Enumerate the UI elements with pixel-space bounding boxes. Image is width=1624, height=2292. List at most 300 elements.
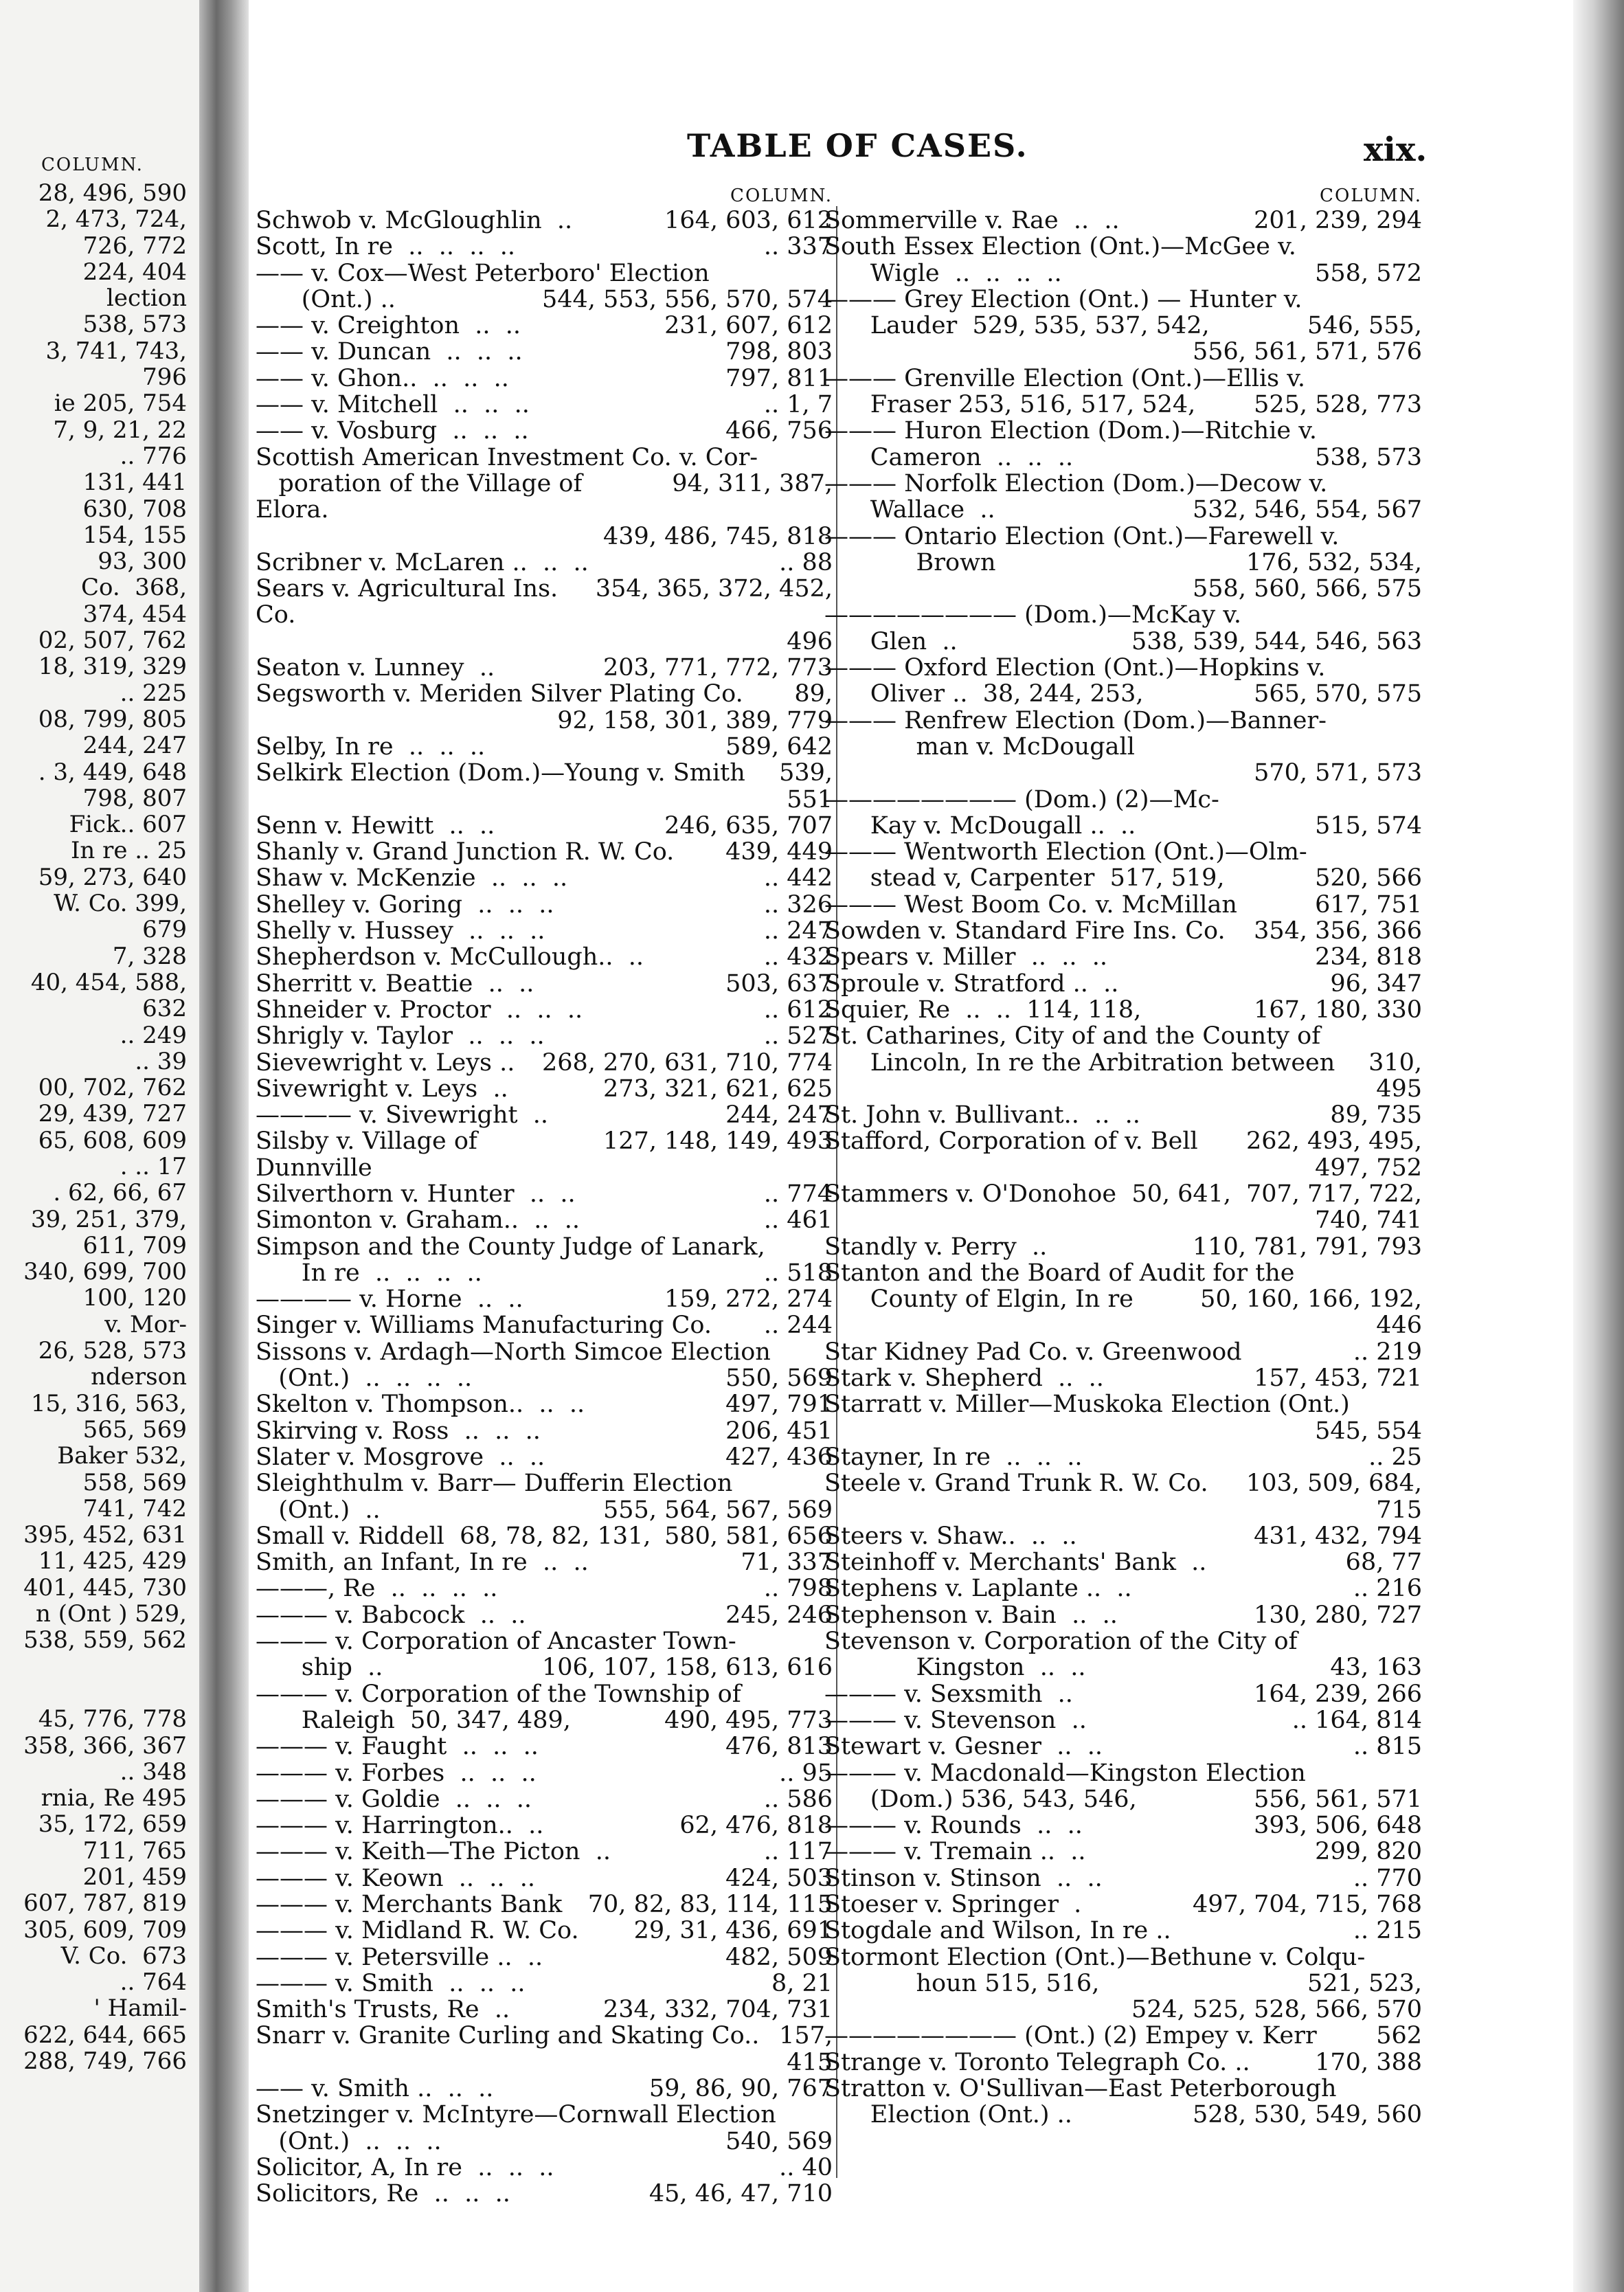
case-entry <box>824 629 1422 655</box>
case-pages: 159, 272, 274 <box>664 1285 833 1314</box>
case-entry <box>256 944 833 970</box>
prev-page-line: 611, 709 <box>82 1231 187 1259</box>
case-name: ——— v. Faught .. .. .. <box>256 1733 539 1761</box>
prev-page-line: 02, 507, 762 <box>38 627 187 655</box>
case-name: ———— v. Horne .. .. <box>256 1285 523 1314</box>
case-pages: .. 815 <box>1353 1733 1422 1761</box>
prev-page-line: 224, 404 <box>82 258 187 286</box>
case-name: ship .. <box>256 1654 383 1682</box>
case-name: Steele v. Grand Trunk R. W. Co. <box>824 1470 1208 1498</box>
case-pages: 707, 717, 722, <box>1245 1180 1422 1208</box>
case-name: (Ont.) .. <box>256 285 396 313</box>
case-pages: .. 461 <box>763 1206 833 1235</box>
case-name: Sissons v. Ardagh—North Simcoe Election <box>256 1338 771 1366</box>
prev-page-line: 711, 765 <box>82 1836 187 1865</box>
prev-page-line: 630, 708 <box>82 495 187 523</box>
prev-page-line: 538, 559, 562 <box>23 1626 187 1654</box>
prev-page-line <box>23 1680 187 1706</box>
case-entry <box>824 366 1422 392</box>
case-entry <box>824 1128 1422 1154</box>
case-entry <box>256 1786 833 1812</box>
case-pages: .. 215 <box>1353 1917 1422 1945</box>
case-entry <box>256 1812 833 1839</box>
case-entry <box>256 2155 833 2181</box>
case-name: Lauder 529, 535, 537, 542, <box>824 312 1210 340</box>
case-entry <box>256 2128 833 2155</box>
case-name: Wigle .. .. .. .. <box>824 259 1062 287</box>
prev-page-line: n (Ont ) 529, <box>36 1600 187 1628</box>
case-pages: 715 <box>1376 1496 1422 1524</box>
case-entry <box>824 2023 1422 2049</box>
case-entry <box>256 234 833 260</box>
case-entry <box>256 813 833 839</box>
case-entry <box>256 1523 833 1549</box>
case-name: Stephenson v. Bain .. .. <box>824 1601 1118 1629</box>
case-entry <box>824 1497 1422 1523</box>
case-entry <box>256 971 833 997</box>
case-pages: 550, 569 <box>725 1364 833 1393</box>
case-entry <box>256 1234 833 1260</box>
left-column <box>256 186 833 2207</box>
case-pages: 515, 574 <box>1315 811 1422 840</box>
case-name: —— v. Creighton .. .. <box>256 312 521 340</box>
case-entry <box>256 418 833 444</box>
case-name: Stark v. Shepherd .. .. <box>824 1364 1104 1393</box>
case-entry <box>824 576 1422 602</box>
case-entry <box>824 2049 1422 2076</box>
case-entry <box>256 1654 833 1681</box>
prev-page-line: Co. 368, <box>80 574 187 602</box>
case-name: Sproule v. Stratford .. .. <box>824 969 1119 998</box>
case-entry <box>256 576 833 629</box>
case-entry <box>256 366 833 392</box>
case-pages: 555, 564, 567, 569 <box>603 1496 833 1524</box>
case-pages: .. 326 <box>763 890 833 919</box>
case-name: ——— v. Keith—The Picton .. <box>256 1838 611 1866</box>
case-name: Shepherdson v. McCullough.. .. <box>256 943 644 971</box>
case-entry <box>824 1733 1422 1760</box>
case-entry <box>824 1602 1422 1628</box>
case-entry <box>256 629 833 655</box>
case-pages: 244, 247 <box>725 1101 833 1130</box>
case-entry <box>256 1470 833 1496</box>
prev-page-line: 65, 608, 609 <box>38 1126 187 1154</box>
case-pages: 245, 246 <box>725 1601 833 1629</box>
case-name: ——— v. Sexsmith .. <box>824 1680 1073 1708</box>
case-entry <box>824 1628 1422 1654</box>
prev-page-line: 100, 120 <box>82 1284 187 1312</box>
prev-page-line: ie 205, 754 <box>54 390 187 418</box>
case-pages: 524, 525, 528, 566, 570 <box>1131 1996 1422 2024</box>
case-name: Solicitor, A, In re .. .. .. <box>256 2153 554 2181</box>
case-entry <box>824 2102 1422 2128</box>
prev-page-line: . .. 17 <box>120 1152 187 1180</box>
case-name: ——— West Boom Co. v. McMillan <box>824 890 1237 919</box>
case-entry <box>256 313 833 339</box>
case-pages: 273, 321, 621, 625 <box>603 1075 833 1103</box>
case-name: —— v. Vosburg .. .. .. <box>256 417 529 445</box>
case-entry <box>824 839 1422 865</box>
case-pages: 556, 561, 571 <box>1254 1785 1422 1813</box>
case-name: ——— v. Petersville .. .. <box>256 1943 543 1971</box>
case-entry <box>824 1470 1422 1496</box>
case-name: Sherritt v. Beattie .. .. <box>256 969 534 998</box>
case-name: Solicitors, Re .. .. .. <box>256 2180 510 2208</box>
case-name: (Ont.) .. .. .. .. <box>256 1364 473 1393</box>
prev-page-line: 29, 439, 727 <box>38 1100 187 1128</box>
case-pages: 164, 603, 612 <box>664 207 833 234</box>
prev-page-line: .. 39 <box>135 1047 187 1075</box>
case-entry <box>256 286 833 313</box>
case-name: Schwob v. McGloughlin .. <box>256 207 573 234</box>
prev-page-line: 154, 155 <box>82 521 187 549</box>
case-pages: 538, 573 <box>1315 443 1422 471</box>
case-pages: 45, 46, 47, 710 <box>649 2180 833 2208</box>
case-entry <box>824 1891 1422 1918</box>
case-name: Slater v. Mosgrove .. .. <box>256 1443 545 1471</box>
case-pages: 164, 239, 266 <box>1254 1680 1422 1708</box>
case-entry <box>256 1602 833 1628</box>
case-pages: 427, 436 <box>725 1443 833 1471</box>
case-name: Silsby v. Village of Dunnville <box>256 1127 486 1182</box>
case-name: Sommerville v. Rae .. .. <box>824 207 1120 234</box>
case-entry <box>824 892 1422 918</box>
case-entry <box>824 708 1422 734</box>
case-entry <box>824 1155 1422 1181</box>
case-entry <box>824 813 1422 839</box>
case-name: ——— v. Corporation of Ancaster Town- <box>256 1628 736 1656</box>
case-pages: .. 40 <box>779 2153 833 2181</box>
left-entry-list <box>256 207 833 2207</box>
prev-page-line: 18, 319, 329 <box>38 653 187 681</box>
case-pages: 43, 163 <box>1330 1654 1422 1682</box>
case-pages: .. 88 <box>779 548 833 576</box>
prev-page-lines <box>23 180 187 2074</box>
case-entry <box>256 839 833 865</box>
case-entry <box>256 1918 833 1944</box>
case-name: ——— v. Harrington.. .. <box>256 1812 544 1840</box>
case-entry <box>824 1418 1422 1444</box>
case-name: Scribner v. McLaren .. .. .. <box>256 548 589 576</box>
case-name: In re .. .. .. .. <box>256 1259 482 1287</box>
prev-page-line: 40, 454, 588, <box>30 968 187 996</box>
case-name: Stephens v. Laplante .. .. <box>824 1575 1132 1603</box>
case-name: ——— Ontario Election (Ont.)—Farewell v. <box>824 522 1340 550</box>
case-name: Kay v. McDougall .. .. <box>824 811 1136 840</box>
case-entry <box>824 1575 1422 1602</box>
case-pages: 439, 486, 745, 818 <box>603 522 833 550</box>
case-entry <box>824 1339 1422 1365</box>
case-name: ——— v. Keown .. .. .. <box>256 1864 535 1892</box>
case-pages: .. 770 <box>1353 1864 1422 1892</box>
prev-page-line: W. Co. 399, <box>54 890 187 918</box>
case-name: ———————— (Ont.) (2) Empey v. Kerr <box>824 2022 1317 2050</box>
case-entry <box>824 1050 1422 1076</box>
prev-page-line: nderson <box>91 1363 187 1391</box>
case-pages: 103, 509, 684, <box>1245 1470 1422 1498</box>
case-pages: .. 586 <box>763 1785 833 1813</box>
case-entry <box>256 918 833 944</box>
page-title: TABLE OF CASES. <box>687 127 1028 164</box>
case-pages: .. 518 <box>763 1259 833 1287</box>
case-entry <box>256 1207 833 1233</box>
case-entry <box>256 1970 833 1997</box>
case-entry <box>824 655 1422 681</box>
case-pages: .. 527 <box>763 1022 833 1050</box>
case-entry <box>256 1575 833 1602</box>
case-pages: 540, 569 <box>725 2127 833 2155</box>
case-pages: 8, 21 <box>771 1969 833 1997</box>
prev-page-line: 59, 273, 640 <box>38 863 187 891</box>
case-entry <box>256 1760 833 1786</box>
case-name: ——— v. Tremain .. .. <box>824 1838 1086 1866</box>
case-name: Seaton v. Lunney .. <box>256 654 495 682</box>
case-name: Glen .. <box>824 627 958 655</box>
case-name: Starratt v. Miller—Muskoka Election (Ont.) <box>824 1391 1350 1419</box>
case-entry <box>256 1286 833 1312</box>
case-name: Brown <box>824 548 996 576</box>
case-pages: 234, 332, 704, 731 <box>603 1996 833 2024</box>
case-entry <box>256 1733 833 1760</box>
prev-page-line: 15, 316, 563, <box>30 1389 187 1417</box>
prev-page-line: 7, 9, 21, 22 <box>53 416 187 444</box>
case-name: Simpson and the County Judge of Lanark, <box>256 1233 765 1261</box>
case-name: Squier, Re .. .. 114, 118, <box>824 996 1142 1024</box>
prev-page-line: 39, 251, 379, <box>30 1205 187 1233</box>
case-name: man v. McDougall <box>824 732 1135 761</box>
case-pages: 490, 495, 773 <box>664 1706 833 1734</box>
case-name: Skirving v. Ross .. .. .. <box>256 1417 541 1445</box>
case-entry <box>256 1839 833 1865</box>
case-entry <box>256 655 833 681</box>
prev-page-line: 632 <box>142 995 187 1023</box>
case-pages: 50, 160, 166, 192, <box>1200 1285 1422 1314</box>
case-entry <box>824 681 1422 707</box>
case-entry <box>256 550 833 576</box>
case-entry <box>824 1654 1422 1681</box>
case-name: Skelton v. Thompson.. .. .. <box>256 1391 585 1419</box>
prev-page-line: 305, 609, 709 <box>23 1915 187 1944</box>
case-entry <box>256 1023 833 1049</box>
case-pages: 59, 86, 90, 767 <box>649 2075 833 2103</box>
case-pages: 424, 503 <box>725 1864 833 1892</box>
prev-page-line: 538, 573 <box>82 311 187 339</box>
prev-page-line: rnia, Re 495 <box>41 1784 187 1812</box>
case-pages: 96, 347 <box>1330 969 1422 998</box>
case-name: Snarr v. Granite Curling and Skating Co.. <box>256 2022 760 2050</box>
prev-page-line: lection <box>106 284 187 313</box>
case-pages: 246, 635, 707 <box>664 811 833 840</box>
prev-page-line: 201, 459 <box>82 1863 187 1891</box>
case-name: —— v. Duncan .. .. .. <box>256 338 523 366</box>
case-entry <box>824 944 1422 970</box>
case-pages: 71, 337 <box>741 1549 833 1577</box>
case-entry <box>824 550 1422 576</box>
case-name: Star Kidney Pad Co. v. Greenwood <box>824 1338 1242 1366</box>
case-entry <box>256 2076 833 2102</box>
case-entry <box>256 787 833 813</box>
case-pages: 89, <box>794 680 833 708</box>
case-entry <box>256 1050 833 1076</box>
case-name: (Ont.) .. .. .. <box>256 2127 442 2155</box>
case-pages: 521, 523, <box>1307 1969 1422 1997</box>
prev-page-line: V. Co. 673 <box>60 1942 187 1970</box>
case-entry <box>824 1181 1422 1207</box>
case-name: St. John v. Bullivant.. .. .. <box>824 1101 1140 1130</box>
left-column-label: COLUMN. <box>730 186 833 206</box>
case-entry <box>824 1207 1422 1233</box>
case-name: ——— Oxford Election (Ont.)—Hopkins v. <box>824 654 1326 682</box>
case-entry <box>824 1918 1422 1944</box>
case-pages: 520, 566 <box>1315 864 1422 892</box>
case-name: Shaw v. McKenzie .. .. .. <box>256 864 568 892</box>
prev-page-line: .. 225 <box>120 679 187 707</box>
case-name: ——— Wentworth Election (Ont.)—Olm- <box>824 838 1307 866</box>
case-pages: 545, 554 <box>1315 1417 1422 1445</box>
case-name: ——— Grey Election (Ont.) — Hunter v. <box>824 285 1302 313</box>
case-name: ——— v. Forbes .. .. .. <box>256 1759 537 1787</box>
case-name: Small v. Riddell 68, 78, 82, 131, <box>256 1522 651 1550</box>
prev-page-line: 00, 702, 762 <box>38 1074 187 1102</box>
case-pages: 157, 453, 721 <box>1254 1364 1422 1393</box>
prev-page-line: 358, 366, 367 <box>23 1731 187 1760</box>
case-name: Shneider v. Proctor .. .. .. <box>256 996 583 1024</box>
case-name: ———— v. Sivewright .. <box>256 1101 549 1130</box>
case-name: Steinhoff v. Merchants' Bank .. <box>824 1549 1207 1577</box>
case-pages: 558, 560, 566, 575 <box>1193 575 1422 603</box>
case-entry <box>824 1076 1422 1102</box>
case-name: (Dom.) 536, 543, 546, <box>824 1785 1137 1813</box>
case-entry <box>256 1128 833 1181</box>
case-name: ——— v. Smith .. .. .. <box>256 1969 526 1997</box>
case-entry <box>256 1260 833 1286</box>
case-name: ———————— (Dom.)—McKay v. <box>824 601 1241 629</box>
case-entry <box>824 1102 1422 1128</box>
case-entry <box>824 313 1422 339</box>
case-entry <box>824 865 1422 891</box>
prev-page-line: . 62, 66, 67 <box>53 1179 187 1207</box>
case-pages: 580, 581, 656 <box>664 1522 833 1550</box>
case-pages: 562 <box>1376 2022 1422 2050</box>
case-name: Shrigly v. Taylor .. .. .. <box>256 1022 545 1050</box>
case-entry <box>256 1944 833 1970</box>
case-name: Shanly v. Grand Junction R. W. Co. <box>256 838 675 866</box>
case-name: (Ont.) .. <box>256 1496 381 1524</box>
case-name: Steers v. Shaw.. .. .. <box>824 1522 1077 1550</box>
case-name: Smith's Trusts, Re .. <box>256 1996 510 2024</box>
case-entry <box>256 1865 833 1891</box>
case-pages: 798, 803 <box>725 338 833 366</box>
case-name: ———, Re .. .. .. .. <box>256 1575 498 1603</box>
prev-page-line: 244, 247 <box>82 732 187 760</box>
case-pages: .. 164, 814 <box>1292 1706 1422 1734</box>
case-pages: 538, 539, 544, 546, 563 <box>1131 627 1422 655</box>
case-pages: 589, 642 <box>725 732 833 761</box>
case-pages: 130, 280, 727 <box>1254 1601 1422 1629</box>
prev-page-line: 35, 172, 659 <box>38 1810 187 1839</box>
case-pages: 201, 239, 294 <box>1254 207 1422 234</box>
case-pages: 234, 818 <box>1315 943 1422 971</box>
case-name: ——— v. Babcock .. .. <box>256 1601 526 1629</box>
case-pages: 110, 781, 791, 793 <box>1193 1233 1422 1261</box>
case-entry <box>824 1260 1422 1286</box>
case-name: South Essex Election (Ont.)—McGee v. <box>824 233 1296 261</box>
case-name: Selkirk Election (Dom.)—Young v. Smith <box>256 759 745 787</box>
case-name: ——— Norfolk Election (Dom.)—Decow v. <box>824 469 1328 497</box>
case-name: Stormont Election (Ont.)—Bethune v. Colqu- <box>824 1943 1366 1971</box>
case-pages: 544, 553, 556, 570, 574 <box>541 285 833 313</box>
case-entry <box>824 1786 1422 1812</box>
case-name: Stammers v. O'Donohoe 50, 641, <box>824 1180 1232 1208</box>
right-column <box>824 186 1422 2128</box>
prev-page-line: 741, 742 <box>82 1494 187 1523</box>
case-name: Simonton v. Graham.. .. .. <box>256 1206 580 1235</box>
case-pages: 106, 107, 158, 613, 616 <box>541 1654 833 1682</box>
case-name: ——— v. Rounds .. .. <box>824 1812 1083 1840</box>
case-pages: .. 432 <box>763 943 833 971</box>
case-name: Sears v. Agricultural Ins. Co. <box>256 575 566 629</box>
case-entry <box>824 1365 1422 1391</box>
case-pages: 431, 432, 794 <box>1254 1522 1422 1550</box>
case-entry <box>256 1181 833 1207</box>
case-entry <box>256 1102 833 1128</box>
case-entry <box>824 1681 1422 1707</box>
case-name: Sivewright v. Leys .. <box>256 1075 508 1103</box>
prev-page-line: 401, 445, 730 <box>23 1573 187 1602</box>
case-name: Stafford, Corporation of v. Bell <box>824 1127 1198 1156</box>
case-name: Sowden v. Standard Fire Ins. Co. <box>824 917 1226 945</box>
prev-page-line <box>23 1654 187 1680</box>
prev-page-line: 3, 741, 743, <box>45 337 187 365</box>
prev-page-line: 726, 772 <box>82 232 187 260</box>
case-name: stead v, Carpenter 517, 519, <box>824 864 1225 892</box>
case-name: Oliver .. 38, 244, 253, <box>824 680 1144 708</box>
case-pages: 170, 388 <box>1315 2048 1422 2076</box>
case-entry <box>256 1497 833 1523</box>
case-name: Singer v. Williams Manufacturing Co. <box>256 1312 712 1340</box>
case-entry <box>256 708 833 734</box>
case-name: Sleighthulm v. Barr— Dufferin Election <box>256 1470 733 1498</box>
case-name: Stayner, In re .. .. .. <box>824 1443 1083 1471</box>
case-entry <box>824 1760 1422 1786</box>
case-name: ——— Renfrew Election (Dom.)—Banner- <box>824 706 1327 734</box>
case-pages: 546, 555, <box>1307 312 1422 340</box>
case-entry <box>256 1707 833 1733</box>
case-pages: .. 337 <box>763 233 833 261</box>
prev-page-line: .. 776 <box>120 442 187 470</box>
case-name: Shelly v. Hussey .. .. .. <box>256 917 545 945</box>
case-pages: 446 <box>1376 1312 1422 1340</box>
case-name: Stevenson v. Corporation of the City of <box>824 1628 1298 1656</box>
case-entry <box>256 1312 833 1338</box>
case-pages: 570, 571, 573 <box>1254 759 1422 787</box>
case-name: —— v. Smith .. .. .. <box>256 2075 494 2103</box>
prev-page-line: 679 <box>142 916 187 944</box>
page-edge <box>1573 0 1624 2292</box>
case-name: County of Elgin, In re <box>824 1285 1134 1314</box>
case-entry <box>824 392 1422 418</box>
case-pages: .. 95 <box>779 1759 833 1787</box>
previous-page-fragment <box>0 0 199 2292</box>
case-entry <box>824 1023 1422 1049</box>
case-entry <box>824 1549 1422 1575</box>
case-entry <box>824 1812 1422 1839</box>
case-entry <box>256 760 833 786</box>
case-entry <box>824 207 1422 234</box>
case-pages: 29, 31, 436, 691 <box>633 1917 833 1945</box>
prev-page-line: 2, 473, 724, <box>45 205 187 234</box>
case-entry <box>824 1312 1422 1338</box>
